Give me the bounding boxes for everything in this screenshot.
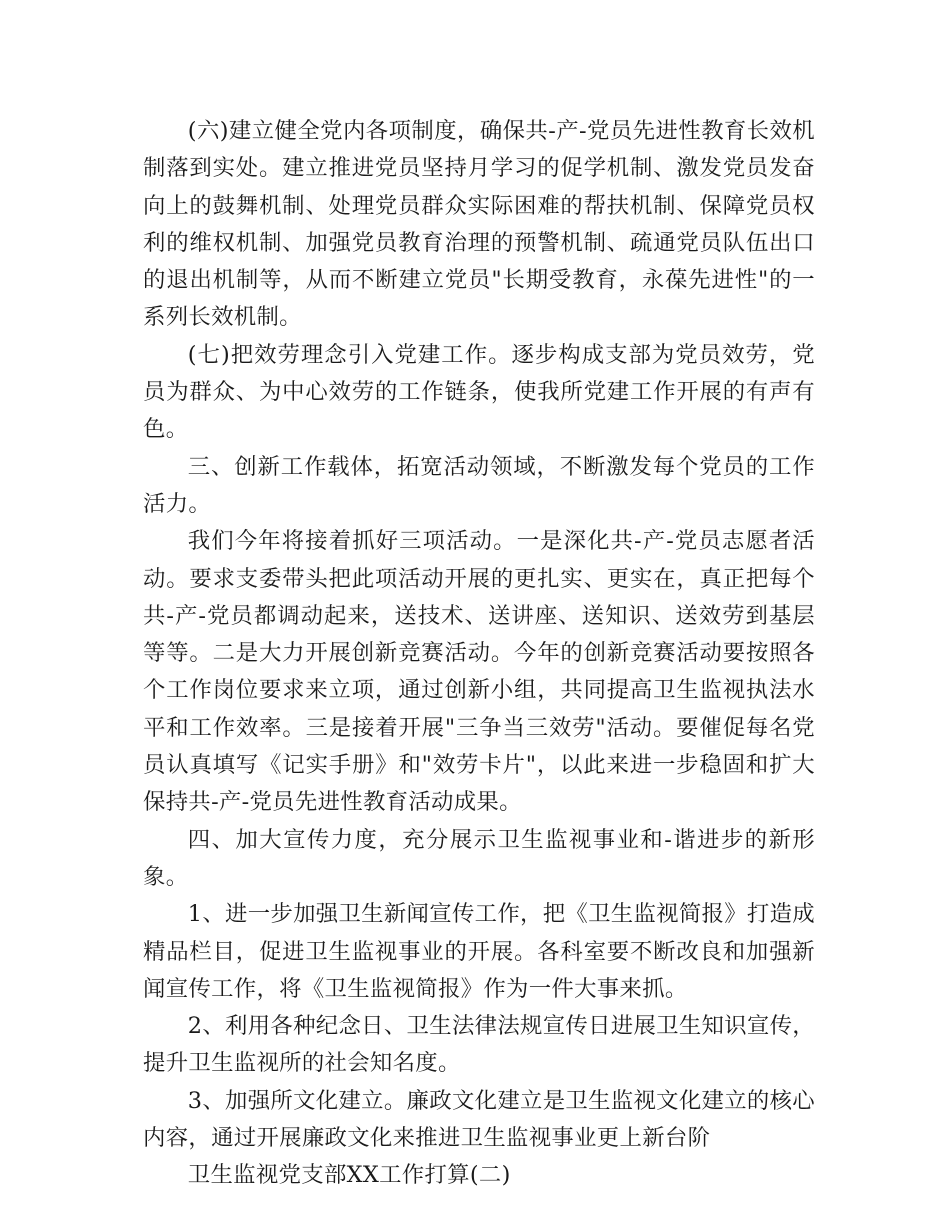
section-heading-publicity: 四、加大宣传力度，充分展示卫生监视事业和-谐进步的新形象。: [143, 826, 815, 890]
document-body: [143, 113, 815, 1195]
paragraph-three-activities: 我们今年将接着抓好三项活动。一是深化共-产-党员志愿者活动。要求支委带头把此项活动开展的更扎实、更实在，真正把每个共-产-党员都调动起来，送技术、送讲座、送知识、送效劳到基层等等。二是大力开展创新竞赛活动。今年的创新竞赛活动要按照各个工作岗位要求来立项，通过创新小组，共同提高卫生监视执法水平和工作效率。三是接着开展"三争当三效劳"活动。要催促每名党员认真填写《记实手册》和"效劳卡片"，以此来进一步稳固和扩大保持共-产-党员先进性教育活动成果。: [143, 528, 815, 816]
paragraph-commemoration-days: 2、利用各种纪念日、卫生法律法规宣传日进展卫生知识宣传，提升卫生监视所的社会知名度。: [143, 1013, 815, 1077]
paragraph-news-publicity: 1、进一步加强卫生新闻宣传工作，把《卫生监视简报》打造成精品栏目，促进卫生监视事业的开展。各科室要不断改良和加强新闻宣传工作，将《卫生监视简报》作为一件大事来抓。: [143, 901, 815, 1002]
paragraph-service-concept: (七)把效劳理念引入党建工作。逐步构成支部为党员效劳，党员为群众、为中心效劳的工作链条，使我所党建工作开展的有声有色。: [143, 341, 815, 443]
document-subtitle: 卫生监视党支部XX工作打算(二): [187, 1162, 511, 1189]
paragraph-culture-building: 3、加强所文化建立。廉政文化建立是卫生监视文化建立的核心内容，通过开展廉政文化来推进卫生监视事业更上新台阶: [143, 1087, 815, 1152]
section-heading-innovation: 三、创新工作载体，拓宽活动领域，不断激发每个党员的工作活力。: [143, 453, 815, 517]
paragraph-system-building: (六)建立健全党内各项制度，确保共-产-党员先进性教育长效机制落到实处。建立推进党员坚持月学习的促学机制、激发党员发奋向上的鼓舞机制、处理党员群众实际困难的帮扶机制、保障党员权利的维权机制、加强党员教育治理的预警机制、疏通党员队伍出口的退出机制等，从而不断建立党员"长期受教育，永葆先进性"的一系列长效机制。: [143, 118, 815, 331]
